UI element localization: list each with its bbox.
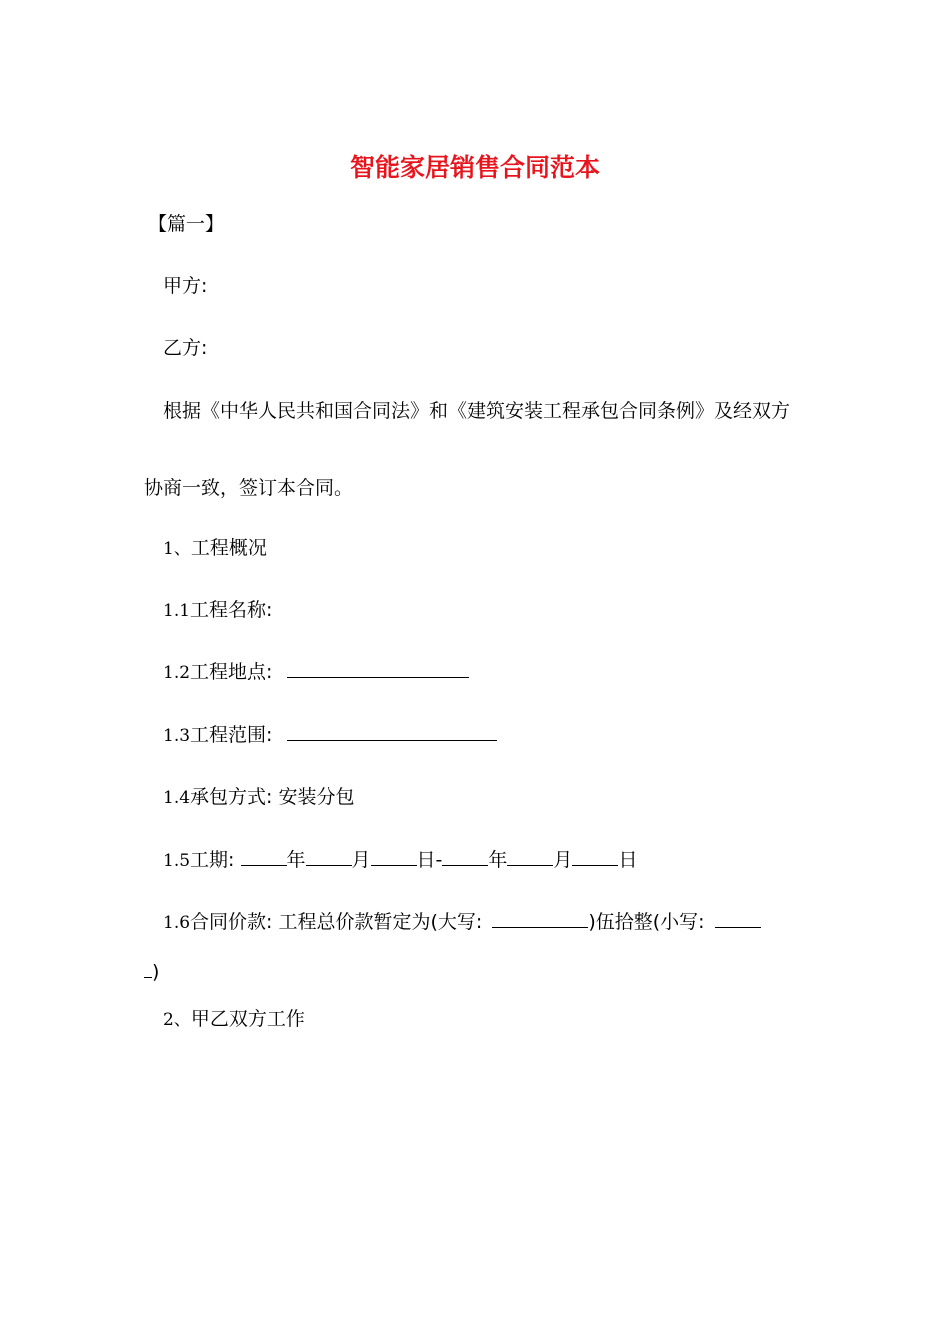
amount-lower-blank <box>715 909 761 928</box>
amount-upper-blank <box>492 909 588 928</box>
month-label: 月 <box>351 849 371 871</box>
end-year-blank <box>442 847 488 866</box>
clause-text: 工程地点: <box>190 661 273 683</box>
start-month-blank <box>306 847 352 866</box>
location-blank <box>287 659 469 678</box>
clause-heading-text: 甲乙双方工作 <box>190 1008 305 1030</box>
year-label: 年 <box>488 849 508 871</box>
year-label: 年 <box>286 849 306 871</box>
clause-number: 1、 <box>163 539 191 559</box>
clause-1-2 <box>163 658 469 687</box>
preamble-line-1: 根据《中华人民共和国合同法》和《建筑安装工程承包合同条例》及经双方 <box>163 400 791 422</box>
document-title: 智能家居销售合同范本 <box>349 153 600 182</box>
start-year-blank <box>241 847 287 866</box>
clause-text: 承包方式: 安装分包 <box>190 786 355 808</box>
scope-blank <box>287 722 497 741</box>
clause-number: 1.3 <box>163 726 191 746</box>
clause-1-3 <box>163 721 497 750</box>
party-b-label: 乙方: <box>163 337 208 359</box>
party-a-label: 甲方: <box>163 275 208 297</box>
clause-1-4 <box>163 783 355 812</box>
clause-number: 1.5 <box>163 851 191 871</box>
amount-upper-close: )伍拾整(小写: <box>588 911 705 933</box>
clause-label: 合同价款: 工程总价款暂定为(大写: <box>190 911 483 933</box>
clause-label: 工期: <box>190 849 235 871</box>
end-month-blank <box>507 847 553 866</box>
day-label: 日 <box>416 849 436 871</box>
range-dash: - <box>435 849 443 871</box>
amount-lower-close: ) <box>152 961 160 983</box>
day-label: 日 <box>618 849 638 871</box>
end-day-blank <box>572 847 618 866</box>
clause-1-heading <box>163 534 267 563</box>
clause-heading-text: 工程概况 <box>190 537 267 559</box>
clause-1-6-continued <box>144 958 159 986</box>
section-heading: 【篇一】 <box>148 213 225 235</box>
clause-number: 1.6 <box>163 913 191 933</box>
clause-number: 1.4 <box>163 788 191 808</box>
clause-number: 1.1 <box>163 601 191 621</box>
clause-1-6 <box>163 908 761 937</box>
start-day-blank <box>371 847 417 866</box>
clause-number: 1.2 <box>163 663 191 683</box>
clause-1-1 <box>163 596 272 625</box>
clause-text: 工程范围: <box>190 724 273 746</box>
month-label: 月 <box>553 849 573 871</box>
clause-2-heading <box>163 1005 305 1034</box>
clause-number: 2、 <box>163 1010 191 1030</box>
preamble-line-2: 协商一致，签订本合同。 <box>144 477 354 499</box>
clause-text: 工程名称: <box>190 599 273 621</box>
amount-lower-blank-tail <box>144 959 152 978</box>
clause-1-5 <box>163 846 637 875</box>
